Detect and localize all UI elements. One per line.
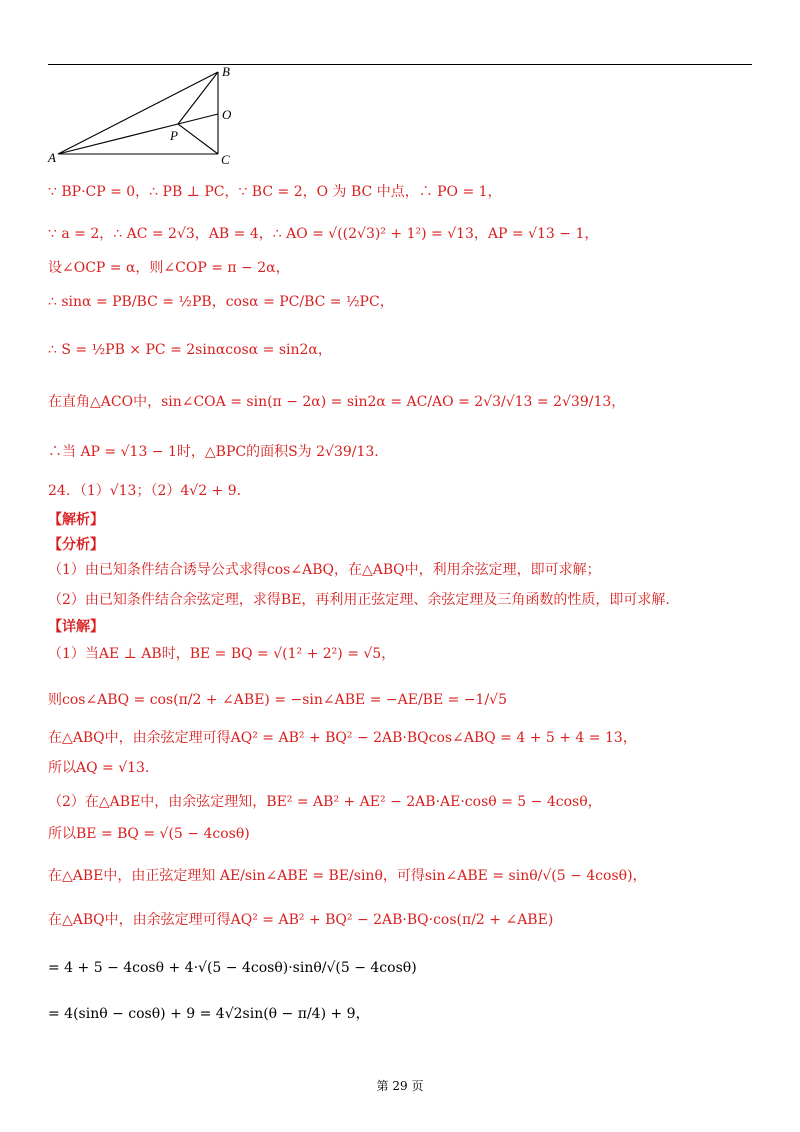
line-4: ∴ sinα = PB/BC = ½PB，cosα = PC/BC = ½PC， [48,294,394,310]
detail-9: = 4 + 5 − 4cosθ + 4·√(5 − 4cosθ)·sinθ/√(5 − 4cosθ) [48,960,417,976]
detail-1: （1）当AE ⊥ AB时，BE = BQ = √(1² + 2²) = √5， [48,646,396,662]
detail-3: 在△ABQ中，由余弦定理可得AQ² = AB² + BQ² − 2AB·BQcos∠ABQ = 4 + 5 + 4 = 13， [48,730,637,746]
detail-6: 所以BE = BQ = √(5 − 4cosθ) [48,826,250,842]
detail-8: 在△ABQ中，由余弦定理可得AQ² = AB² + BQ² − 2AB·BQ·cos(π/2 + ∠ABE) [48,912,554,928]
label-A: A [48,150,56,165]
line-5: ∴ S = ½PB × PC = 2sinαcosα = sin2α， [48,342,332,358]
detail-5: （2）在△ABE中，由余弦定理知，BE² = AB² + AE² − 2AB·AE·cosθ = 5 − 4cosθ， [48,794,602,810]
detail-10: = 4(sinθ − cosθ) + 9 = 4√2sin(θ − π/4) + 9， [48,1006,370,1022]
header-jiexi: 【解析】 [48,512,104,528]
analysis-1: （1）由已知条件结合诱导公式求得cos∠ABQ，在△ABQ中，利用余弦定理，即可求解； [48,562,601,578]
line-7: ∴当 AP = √13 − 1时，△BPC的面积S为 2√39/13. [48,444,379,460]
analysis-2: （2）由已知条件结合余弦定理，求得BE，再利用正弦定理、余弦定理及三角函数的性质，即可求解. [48,592,670,608]
line-2: ∵ a = 2，∴ AC = 2√3，AB = 4，∴ AO = √((2√3)² + 1²) = √13，AP = √13 − 1， [48,226,599,242]
label-C: C [221,152,230,167]
label-B: B [222,64,230,79]
label-O: O [222,107,232,122]
line-3: 设∠OCP = α，则∠COP = π − 2α， [48,260,290,276]
detail-4: 所以AQ = √13． [48,760,159,776]
header-fenxi: 【分析】 [48,537,104,553]
page-footer: 第 29 页 [376,1079,424,1093]
line-1: ∵ BP·CP = 0，∴ PB ⊥ PC，∵ BC = 2，O 为 BC 中点，∴ PO = 1， [48,184,502,200]
detail-7: 在△ABE中，由正弦定理知 AE/sin∠ABE = BE/sinθ，可得sin∠ABE = sinθ/√(5 − 4cosθ)， [48,868,647,884]
line-6: 在直角△ACO中，sin∠COA = sin(π − 2α) = sin2α = AC/AO = 2√3/√13 = 2√39/13， [48,394,626,410]
label-P: P [170,128,178,143]
header-xiangjie: 【详解】 [48,619,104,635]
detail-2: 则cos∠ABQ = cos(π/2 + ∠ABE) = −sin∠ABE = −AE/BE = −1/√5 [48,692,507,708]
answer-24: 24．（1）√13；（2）4√2 + 9． [48,483,251,499]
triangle-figure [40,62,250,172]
